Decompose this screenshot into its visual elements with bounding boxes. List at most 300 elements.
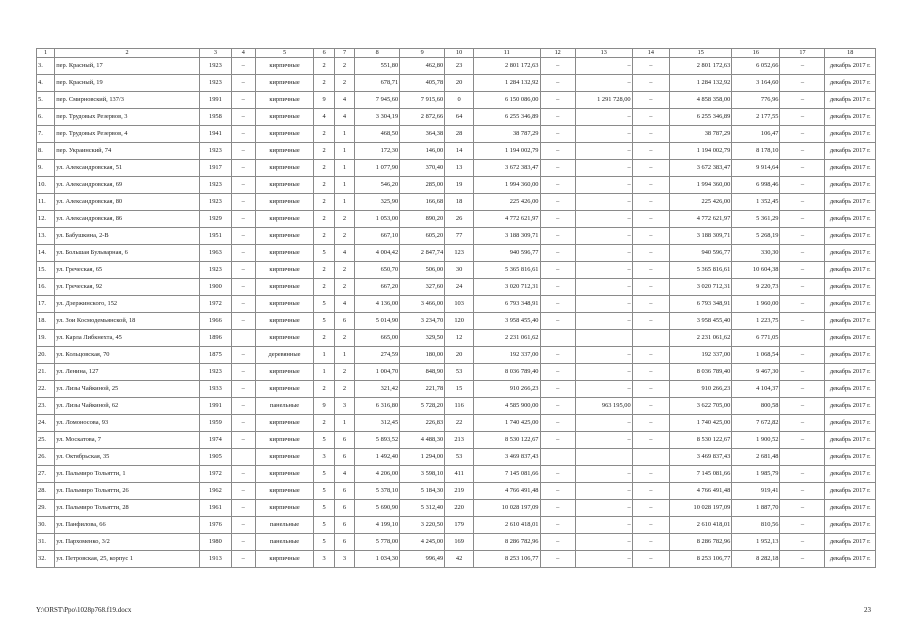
table-cell: 890,20 <box>400 211 445 228</box>
column-number-cell: 7 <box>334 49 354 58</box>
table-cell: 919,41 <box>732 483 780 500</box>
table-cell: – <box>231 109 255 126</box>
table-cell: 2 177,55 <box>732 109 780 126</box>
table-cell: – <box>231 432 255 449</box>
table-cell: – <box>231 245 255 262</box>
table-cell: – <box>780 160 825 177</box>
table-cell: – <box>575 432 632 449</box>
table-cell: 546,20 <box>355 177 400 194</box>
table-cell: – <box>540 398 575 415</box>
table-cell: – <box>632 126 670 143</box>
table-cell: декабрь 2017 г. <box>825 483 876 500</box>
table-cell: – <box>231 92 255 109</box>
table-cell: 7 945,60 <box>355 92 400 109</box>
table-cell: ул. Бабушкина, 2-В <box>55 228 200 245</box>
table-cell: 2 801 172,63 <box>670 58 732 75</box>
table-cell: – <box>540 92 575 109</box>
table-cell: – <box>540 211 575 228</box>
table-cell: 1 985,79 <box>732 466 780 483</box>
table-cell: 667,20 <box>355 279 400 296</box>
table-cell: 1 <box>334 194 354 211</box>
table-cell: ул. Октябрьская, 35 <box>55 449 200 466</box>
table-cell: 2 <box>314 415 334 432</box>
table-cell: 3 234,70 <box>400 313 445 330</box>
table-cell <box>632 330 670 347</box>
column-number-cell: 8 <box>355 49 400 58</box>
table-cell <box>780 449 825 466</box>
table-cell: 3 598,10 <box>400 466 445 483</box>
table-cell: 3 304,19 <box>355 109 400 126</box>
table-cell: 5 378,10 <box>355 483 400 500</box>
table-cell: 1 <box>334 347 354 364</box>
table-cell: 1923 <box>199 75 231 92</box>
table-cell: – <box>231 398 255 415</box>
table-cell: 5 <box>314 534 334 551</box>
table-cell: – <box>780 432 825 449</box>
table-cell: декабрь 2017 г. <box>825 245 876 262</box>
table-cell: – <box>780 58 825 75</box>
table-row <box>37 381 876 398</box>
table-cell: декабрь 2017 г. <box>825 211 876 228</box>
table-cell: – <box>575 177 632 194</box>
table-cell: 810,56 <box>732 517 780 534</box>
table-cell: – <box>632 551 670 568</box>
table-cell: – <box>632 296 670 313</box>
table-cell: пер. Трудовых Резервов, 3 <box>55 109 200 126</box>
table-cell: – <box>575 262 632 279</box>
table-cell: – <box>632 177 670 194</box>
table-cell: кирпичные <box>255 364 314 381</box>
table-cell: – <box>780 347 825 364</box>
table-cell: кирпичные <box>255 58 314 75</box>
table-cell: – <box>575 534 632 551</box>
table-cell: 2 <box>334 58 354 75</box>
table-cell: 3 469 837,43 <box>670 449 732 466</box>
table-cell: 180,00 <box>400 347 445 364</box>
table-cell: – <box>780 194 825 211</box>
table-cell: 1 194 002,79 <box>474 143 540 160</box>
table-cell: ул. Петровская, 25, корпус 1 <box>55 551 200 568</box>
table-cell: кирпичные <box>255 262 314 279</box>
table-cell: – <box>231 279 255 296</box>
column-number-cell: 13 <box>575 49 632 58</box>
table-cell: – <box>540 483 575 500</box>
table-cell: 7 145 081,66 <box>670 466 732 483</box>
column-number-cell: 12 <box>540 49 575 58</box>
table-cell: 2 610 418,01 <box>670 517 732 534</box>
table-cell: – <box>540 381 575 398</box>
table-cell: кирпичные <box>255 143 314 160</box>
table-cell: 1 077,90 <box>355 160 400 177</box>
table-cell: пер. Смирновский, 137/3 <box>55 92 200 109</box>
column-number-cell: 17 <box>780 49 825 58</box>
table-cell: 2 847,74 <box>400 245 445 262</box>
table-cell: кирпичные <box>255 466 314 483</box>
table-cell: – <box>632 75 670 92</box>
table-cell: пер. Красный, 17 <box>55 58 200 75</box>
table-cell: 1 004,70 <box>355 364 400 381</box>
table-cell: ул. Александровская, 51 <box>55 160 200 177</box>
table-cell: 6 <box>334 500 354 517</box>
table-cell: – <box>231 211 255 228</box>
table-cell: – <box>231 228 255 245</box>
table-cell: 1923 <box>199 262 231 279</box>
table-cell: 3 220,50 <box>400 517 445 534</box>
table-cell: 9 914,64 <box>732 160 780 177</box>
table-cell: 5 <box>314 517 334 534</box>
table-cell: 6 <box>334 313 354 330</box>
table-cell: 14. <box>37 245 55 262</box>
table-cell: – <box>540 517 575 534</box>
table-cell: 30. <box>37 517 55 534</box>
table-cell: 169 <box>445 534 474 551</box>
table-cell: 26. <box>37 449 55 466</box>
table-cell: 910 266,23 <box>474 381 540 398</box>
table-cell: 2 <box>334 364 354 381</box>
table-cell: 5 <box>314 483 334 500</box>
table-cell: кирпичные <box>255 211 314 228</box>
table-cell: декабрь 2017 г. <box>825 330 876 347</box>
table-cell: 6 <box>334 483 354 500</box>
table-cell: 1 294,00 <box>400 449 445 466</box>
table-cell: – <box>632 194 670 211</box>
table-cell: – <box>231 466 255 483</box>
table-cell: 1 887,70 <box>732 500 780 517</box>
table-cell: 1 740 425,00 <box>670 415 732 432</box>
table-cell: 38 787,29 <box>670 126 732 143</box>
table-cell: кирпичные <box>255 449 314 466</box>
table-cell: – <box>780 279 825 296</box>
table-cell: – <box>540 551 575 568</box>
table-cell: 1 284 132,92 <box>670 75 732 92</box>
table-cell: – <box>632 398 670 415</box>
table-cell: 996,49 <box>400 551 445 568</box>
table-cell: – <box>780 143 825 160</box>
table-cell: 800,58 <box>732 398 780 415</box>
table-cell: 11. <box>37 194 55 211</box>
table-cell: 19. <box>37 330 55 347</box>
table-cell: – <box>231 347 255 364</box>
table-cell: 5 <box>314 500 334 517</box>
table-cell: – <box>780 75 825 92</box>
table-cell: 8 253 106,77 <box>670 551 732 568</box>
table-cell: – <box>632 364 670 381</box>
table-cell: декабрь 2017 г. <box>825 466 876 483</box>
table-cell: 1 <box>334 177 354 194</box>
table-row <box>37 313 876 330</box>
table-cell: 10. <box>37 177 55 194</box>
table-row <box>37 364 876 381</box>
table-cell: 31. <box>37 534 55 551</box>
table-cell: – <box>780 466 825 483</box>
table-cell: 38 787,29 <box>474 126 540 143</box>
table-row <box>37 245 876 262</box>
table-cell: – <box>575 347 632 364</box>
table-cell: 405,78 <box>400 75 445 92</box>
table-cell: 6 793 348,91 <box>670 296 732 313</box>
table-cell: 650,70 <box>355 262 400 279</box>
table-cell: 1958 <box>199 109 231 126</box>
table-cell: 1 960,00 <box>732 296 780 313</box>
table-cell: декабрь 2017 г. <box>825 126 876 143</box>
table-cell: 411 <box>445 466 474 483</box>
table-cell: 551,80 <box>355 58 400 75</box>
table-cell: – <box>632 92 670 109</box>
table-cell: декабрь 2017 г. <box>825 262 876 279</box>
table-cell: 29. <box>37 500 55 517</box>
table-cell: – <box>575 109 632 126</box>
table-cell: 6 <box>334 449 354 466</box>
table-cell: 20 <box>445 75 474 92</box>
table-cell: 25. <box>37 432 55 449</box>
table-cell: 4 766 491,48 <box>474 483 540 500</box>
table-cell: 1 034,30 <box>355 551 400 568</box>
table-row <box>37 194 876 211</box>
table-cell: 1875 <box>199 347 231 364</box>
table-row <box>37 415 876 432</box>
table-cell: 5 <box>314 245 334 262</box>
table-cell: 77 <box>445 228 474 245</box>
table-row <box>37 211 876 228</box>
table-cell: 6 255 346,89 <box>670 109 732 126</box>
table-cell: – <box>780 126 825 143</box>
table-cell: 1 994 360,00 <box>474 177 540 194</box>
table-cell: 1962 <box>199 483 231 500</box>
table-cell: 21. <box>37 364 55 381</box>
table-cell: кирпичные <box>255 245 314 262</box>
table-cell: 5 184,30 <box>400 483 445 500</box>
table-cell: 225 426,00 <box>670 194 732 211</box>
table-cell: 3 188 309,71 <box>474 228 540 245</box>
table-cell: кирпичные <box>255 75 314 92</box>
table-cell: 910 266,23 <box>670 381 732 398</box>
table-cell: 4 858 358,00 <box>670 92 732 109</box>
table-cell: 1 291 728,00 <box>575 92 632 109</box>
table-cell: 1 900,52 <box>732 432 780 449</box>
table-cell: 1991 <box>199 92 231 109</box>
table-cell: – <box>632 160 670 177</box>
table-cell: 1 <box>334 126 354 143</box>
table-row <box>37 126 876 143</box>
table-cell: 776,96 <box>732 92 780 109</box>
table-cell: 3 <box>334 551 354 568</box>
table-cell: 1923 <box>199 177 231 194</box>
column-number-cell: 6 <box>314 49 334 58</box>
table-cell: – <box>780 313 825 330</box>
table-cell: 2 <box>314 381 334 398</box>
table-cell: 1 952,13 <box>732 534 780 551</box>
table-cell: – <box>231 126 255 143</box>
table-cell: 5 268,19 <box>732 228 780 245</box>
table-cell: – <box>231 194 255 211</box>
table-cell: 1972 <box>199 296 231 313</box>
table-cell: – <box>780 211 825 228</box>
table-cell: 27. <box>37 466 55 483</box>
table-cell: 32. <box>37 551 55 568</box>
table-cell: 2 801 172,63 <box>474 58 540 75</box>
table-cell: – <box>575 160 632 177</box>
table-cell: 120 <box>445 313 474 330</box>
table-cell: ул. Александровская, 69 <box>55 177 200 194</box>
table-cell: 5 <box>314 296 334 313</box>
table-cell: 1976 <box>199 517 231 534</box>
table-cell: кирпичные <box>255 109 314 126</box>
table-row <box>37 483 876 500</box>
table-cell: 225 426,00 <box>474 194 540 211</box>
table-cell: 1991 <box>199 398 231 415</box>
table-cell: 8 036 789,40 <box>670 364 732 381</box>
table-cell: 1963 <box>199 245 231 262</box>
table-cell: 2 681,48 <box>732 449 780 466</box>
table-cell: 2 <box>334 228 354 245</box>
table-cell: 4 104,37 <box>732 381 780 398</box>
table-cell: 4 <box>334 245 354 262</box>
table-row <box>37 58 876 75</box>
table-cell: 2 <box>314 194 334 211</box>
table-cell: – <box>231 381 255 398</box>
table-cell: – <box>540 143 575 160</box>
table-cell: 6 150 086,00 <box>474 92 540 109</box>
table-cell: – <box>575 296 632 313</box>
table-cell: – <box>780 364 825 381</box>
table-cell: 123 <box>445 245 474 262</box>
table-cell: 146,00 <box>400 143 445 160</box>
table-cell: 13 <box>445 160 474 177</box>
table-cell: – <box>632 279 670 296</box>
table-cell: – <box>540 415 575 432</box>
table-cell: – <box>231 177 255 194</box>
table-cell: 2 <box>314 177 334 194</box>
table-cell: 7 915,60 <box>400 92 445 109</box>
table-cell: 9 <box>314 92 334 109</box>
table-cell: 9. <box>37 160 55 177</box>
table-cell: 2 <box>314 330 334 347</box>
table-cell: 22. <box>37 381 55 398</box>
table-cell: 172,30 <box>355 143 400 160</box>
table-cell: 3 672 383,47 <box>474 160 540 177</box>
table-cell: – <box>575 126 632 143</box>
table-cell: – <box>780 500 825 517</box>
table-cell: декабрь 2017 г. <box>825 160 876 177</box>
table-cell: 3 <box>334 398 354 415</box>
table-cell: деревянные <box>255 347 314 364</box>
table-cell: 2 <box>314 75 334 92</box>
table-cell: 213 <box>445 432 474 449</box>
table-cell: 9 <box>314 398 334 415</box>
table-cell: кирпичные <box>255 160 314 177</box>
table-cell: – <box>540 126 575 143</box>
table-cell: – <box>540 160 575 177</box>
table-cell: 665,00 <box>355 330 400 347</box>
table-cell: 4 <box>334 109 354 126</box>
table-row <box>37 109 876 126</box>
table-cell: 1 492,40 <box>355 449 400 466</box>
table-cell: 8 286 782,96 <box>670 534 732 551</box>
table-cell: 5 312,40 <box>400 500 445 517</box>
table-cell: кирпичные <box>255 330 314 347</box>
table-cell: – <box>231 517 255 534</box>
table-cell: 4 245,00 <box>400 534 445 551</box>
table-cell: 4 199,10 <box>355 517 400 534</box>
register-table <box>36 48 876 568</box>
table-cell: декабрь 2017 г. <box>825 194 876 211</box>
table-cell: – <box>575 415 632 432</box>
table-cell: 106,47 <box>732 126 780 143</box>
table-cell: – <box>575 364 632 381</box>
table-cell: 2 610 418,01 <box>474 517 540 534</box>
table-row <box>37 347 876 364</box>
table-cell: 1 194 002,79 <box>670 143 732 160</box>
table-cell: кирпичные <box>255 551 314 568</box>
table-cell: ул. Ломоносова, 93 <box>55 415 200 432</box>
column-number-cell: 15 <box>670 49 732 58</box>
table-cell: 1923 <box>199 194 231 211</box>
table-cell: 3 469 837,43 <box>474 449 540 466</box>
table-cell: 10 028 197,09 <box>670 500 732 517</box>
table-cell: ул. Зои Космодемьянской, 18 <box>55 313 200 330</box>
table-cell: 1959 <box>199 415 231 432</box>
table-cell: – <box>540 500 575 517</box>
table-cell: – <box>231 262 255 279</box>
table-cell: 2 <box>334 381 354 398</box>
table-cell: 312,45 <box>355 415 400 432</box>
table-cell: 364,38 <box>400 126 445 143</box>
table-cell: 8 253 106,77 <box>474 551 540 568</box>
table-cell: 1 352,45 <box>732 194 780 211</box>
table-cell: – <box>231 143 255 160</box>
table-cell: 9 467,30 <box>732 364 780 381</box>
table-cell: 3 <box>314 449 334 466</box>
table-cell: 2 <box>334 75 354 92</box>
table-cell: – <box>632 313 670 330</box>
table-cell: 6 255 346,89 <box>474 109 540 126</box>
table-cell: кирпичные <box>255 313 314 330</box>
table-cell: 103 <box>445 296 474 313</box>
table-cell: пер. Трудовых Резервов, 4 <box>55 126 200 143</box>
table-cell: 166,68 <box>400 194 445 211</box>
table-cell: 605,20 <box>400 228 445 245</box>
table-cell: – <box>780 534 825 551</box>
table-cell: 23. <box>37 398 55 415</box>
table-cell: – <box>780 92 825 109</box>
table-cell: – <box>632 245 670 262</box>
table-cell: 2 <box>314 58 334 75</box>
table-cell: 12 <box>445 330 474 347</box>
table-cell: 274,59 <box>355 347 400 364</box>
table-cell: декабрь 2017 г. <box>825 109 876 126</box>
table-row <box>37 228 876 245</box>
table-row <box>37 330 876 347</box>
table-cell: – <box>632 143 670 160</box>
table-cell: декабрь 2017 г. <box>825 75 876 92</box>
table-cell: 3 020 712,31 <box>670 279 732 296</box>
table-cell: – <box>780 109 825 126</box>
table-cell: – <box>540 109 575 126</box>
table-cell: 1941 <box>199 126 231 143</box>
table-cell: 1 <box>334 143 354 160</box>
table-cell: – <box>231 415 255 432</box>
table-cell: – <box>632 228 670 245</box>
table-cell: 17. <box>37 296 55 313</box>
table-cell: – <box>231 75 255 92</box>
table-cell: 325,90 <box>355 194 400 211</box>
table-row <box>37 177 876 194</box>
table-cell: – <box>780 551 825 568</box>
table-cell: ул. Пархоменко, 3/2 <box>55 534 200 551</box>
table-cell: ул. Кольцовская, 70 <box>55 347 200 364</box>
table-cell: 940 596,77 <box>670 245 732 262</box>
table-cell: 5 <box>314 432 334 449</box>
